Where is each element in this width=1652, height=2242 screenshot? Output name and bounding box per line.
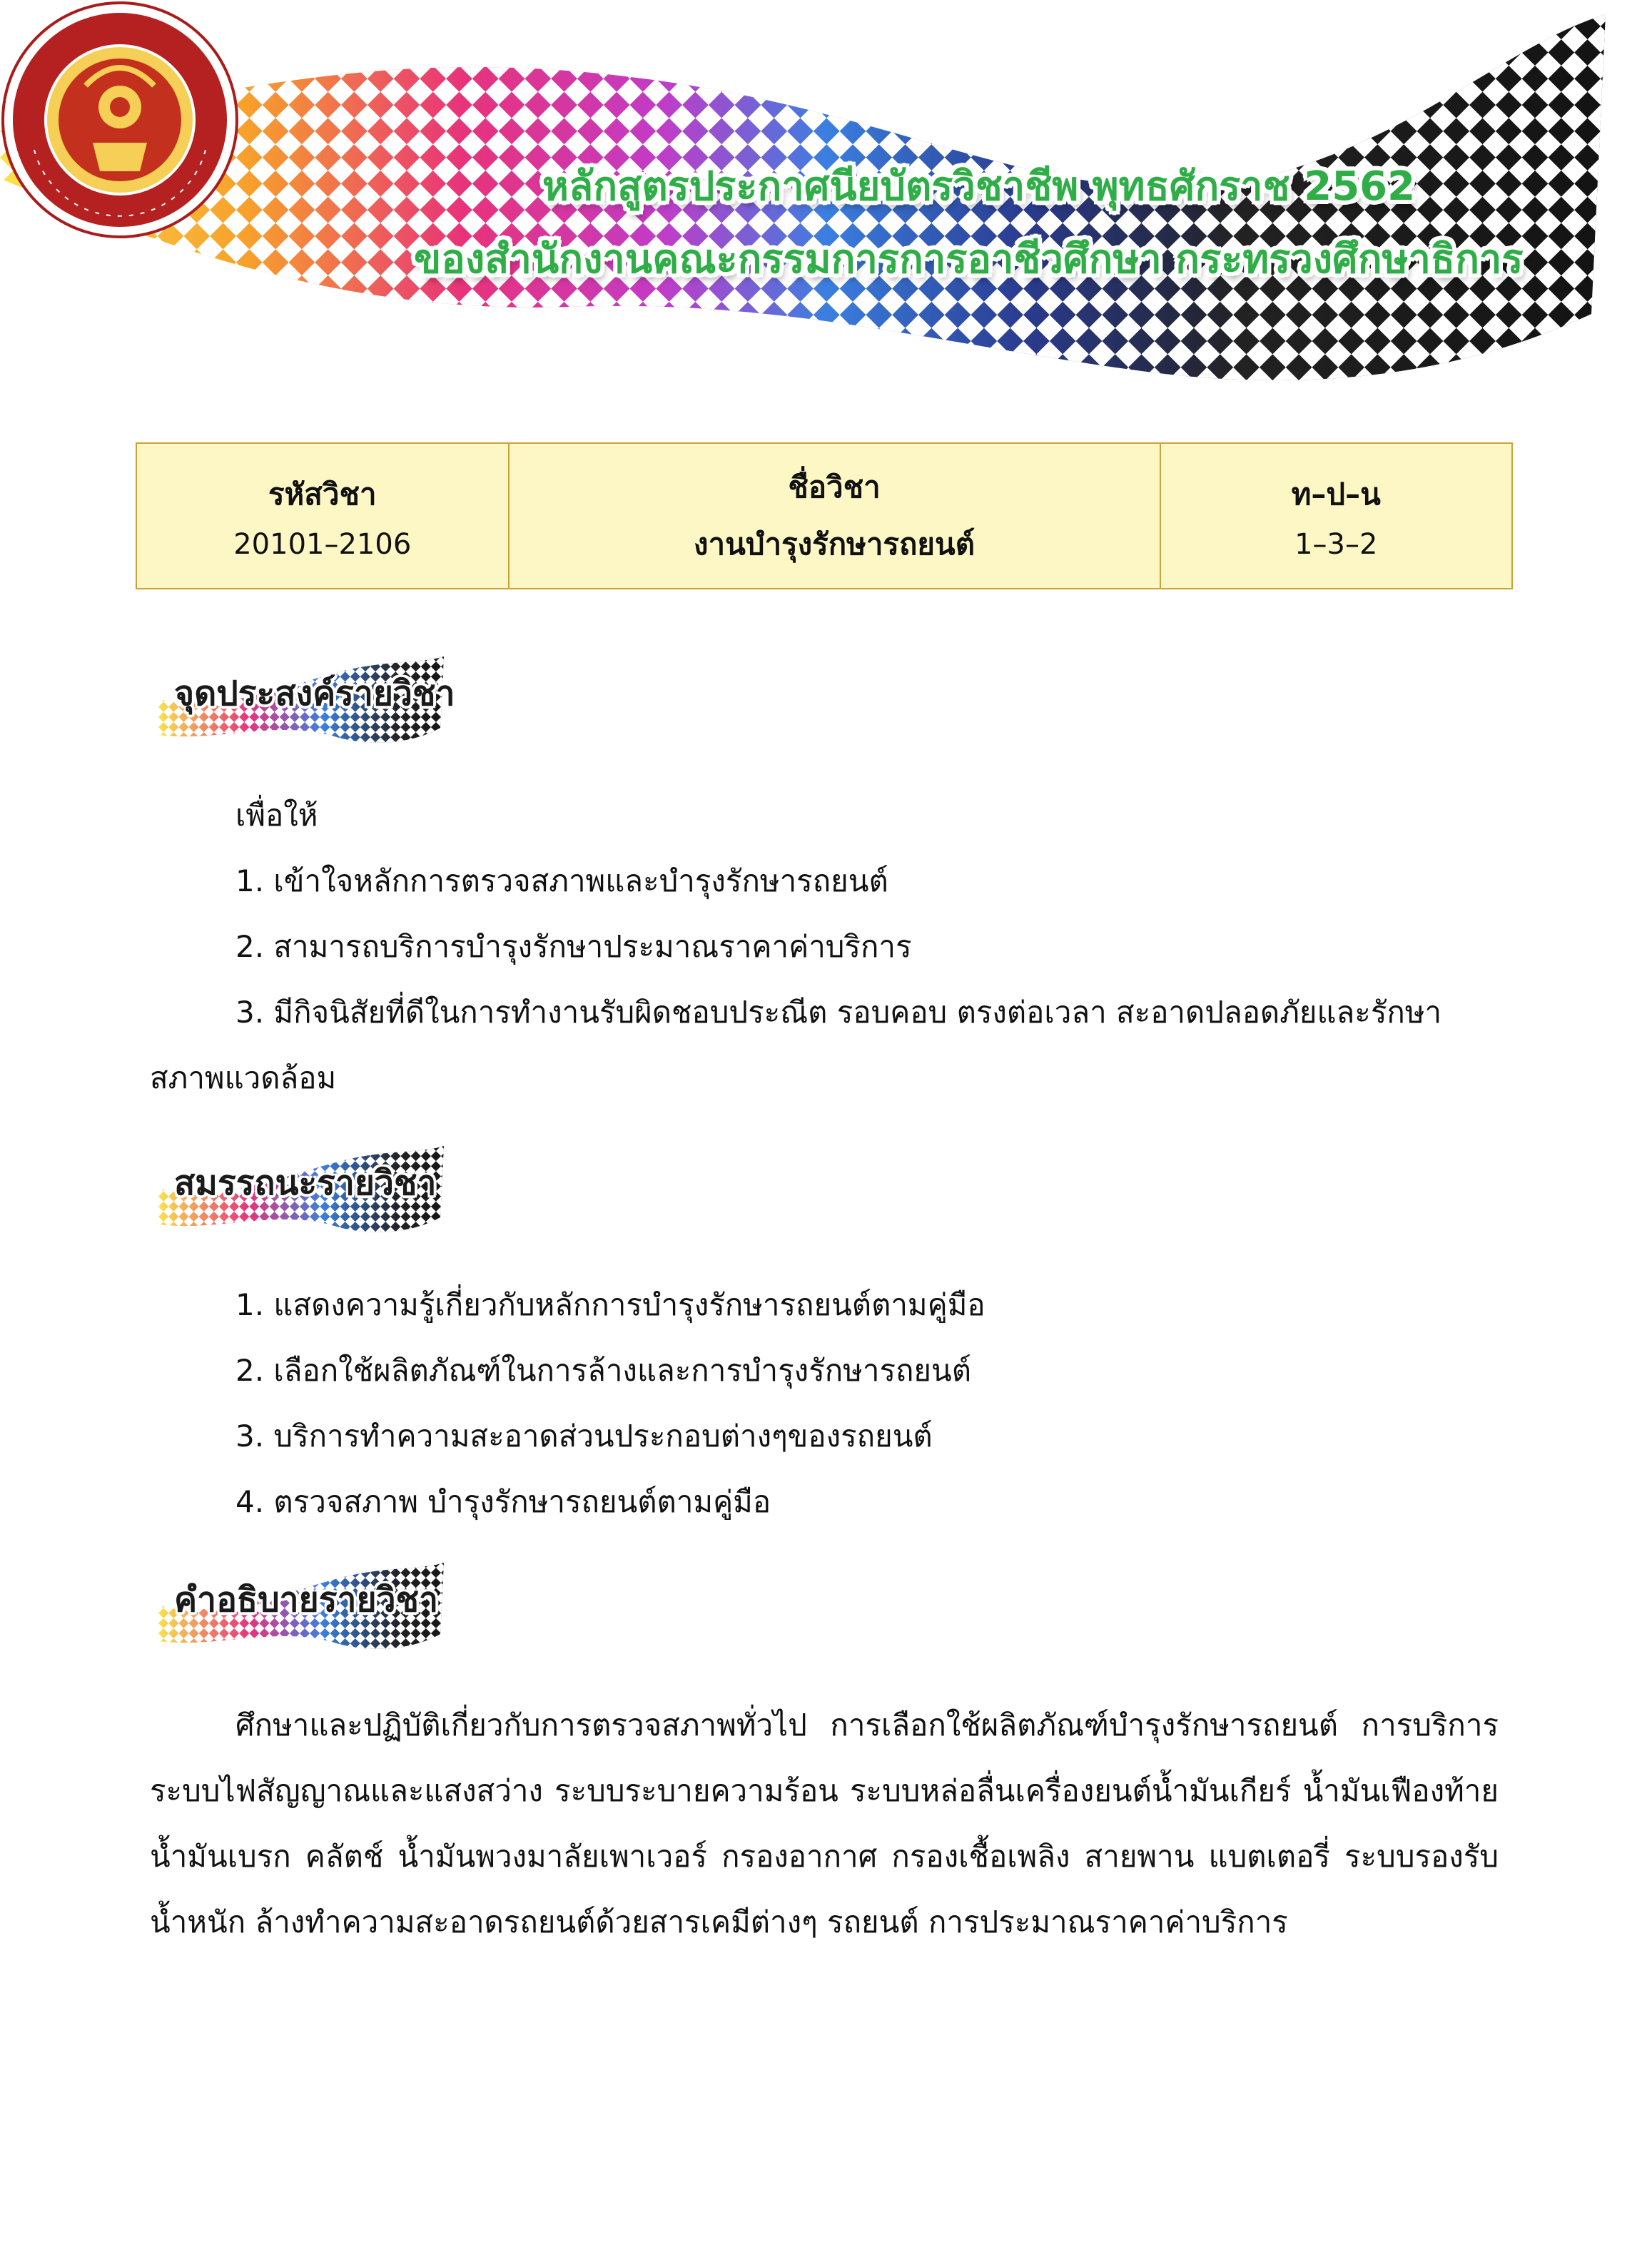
course-name-header: ชื่อวิชา <box>788 470 881 504</box>
competency-item: 2. เลือกใช้ผลิตภัณฑ์ในการล้างและการบำรุงรักษารถยนต์ <box>235 1353 972 1388</box>
course-name-cell <box>509 443 1160 589</box>
competency-item: 1. แสดงความรู้เกี่ยวกับหลักการบำรุงรักษารถยนต์ตามคู่มือ <box>235 1287 985 1322</box>
credits-cell <box>1160 443 1512 589</box>
objective-item: 2. สามารถบริการบำรุงรักษาประมาณราคาค่าบริการ <box>235 929 912 964</box>
course-code-cell <box>136 443 509 589</box>
header-title-line-1: หลักสูตรประกาศนียบัตรวิชาชีพ พุทธศักราช 2562 <box>542 163 1416 210</box>
description-heading-badge <box>158 1563 458 1655</box>
competency-item: 4. ตรวจสภาพ บำรุงรักษารถยนต์ตามคู่มือ <box>235 1484 771 1519</box>
course-code-value: 20101–2106 <box>233 528 412 561</box>
competencies-heading: สมรรถนะรายวิชา <box>174 1163 437 1203</box>
header-title-line-2: ของสำนักงานคณะกรรมการการอาชีวศึกษา กระทรวงศึกษาธิการ <box>414 236 1524 283</box>
table-row <box>136 443 1512 589</box>
objective-item-continuation: สภาพแวดล้อม <box>150 1060 337 1095</box>
objectives-heading: จุดประสงค์รายวิชา <box>174 674 455 714</box>
objective-item: 3. มีกิจนิสัยที่ดีในการทำงานรับผิดชอบประณีต รอบคอบ ตรงต่อเวลา สะอาดปลอดภัยและรักษา <box>235 995 1442 1030</box>
competencies-heading-badge <box>158 1146 458 1239</box>
objectives-intro: เพื่อให้ <box>235 798 318 833</box>
header-banner <box>0 0 1652 400</box>
objectives-heading-badge <box>158 656 458 749</box>
credits-value: 1–3–2 <box>1294 528 1378 561</box>
vocational-commission-seal <box>0 0 240 240</box>
credits-header: ท–ป–น <box>1291 477 1381 512</box>
description-heading: คำอธิบายรายวิชา <box>174 1580 439 1620</box>
description-text: ศึกษาและปฏิบัติเกี่ยวกับการตรวจสภาพทั่วไป การเลือกใช้ผลิตภัณฑ์บำรุงรักษารถยนต์ การบริการ ระบบไฟสัญญาณและแสงสว่าง ระบบระบายความร้อน ระบบหล่อลื่นเครื่องยนต์น้ำมันเกียร์ น้ำมันเฟืองท้าย น้ำมันเบรก คลัตช์ น้ำมันพวงมาลัยเพาเวอร์ กรองอากาศ กรองเชื้อเพลิง สายพาน แบตเตอรี่ ระบบรองรับ น้ำหนัก ล้างทำความสะอาดรถยนต์ด้วยสารเคมีต่างๆ รถยนต์ การประมาณราคาค่าบริการ <box>150 1708 1499 1939</box>
objective-item: 1. เข้าใจหลักการตรวจสภาพและบำรุงรักษารถยนต์ <box>235 863 888 898</box>
course-code-header: รหัสวิชา <box>268 477 377 512</box>
course-info-table <box>136 442 1513 589</box>
course-name-value: งานบำรุงรักษารถยนต์ <box>694 527 976 562</box>
competency-item: 3. บริการทำความสะอาดส่วนประกอบต่างๆของรถยนต์ <box>235 1419 933 1454</box>
